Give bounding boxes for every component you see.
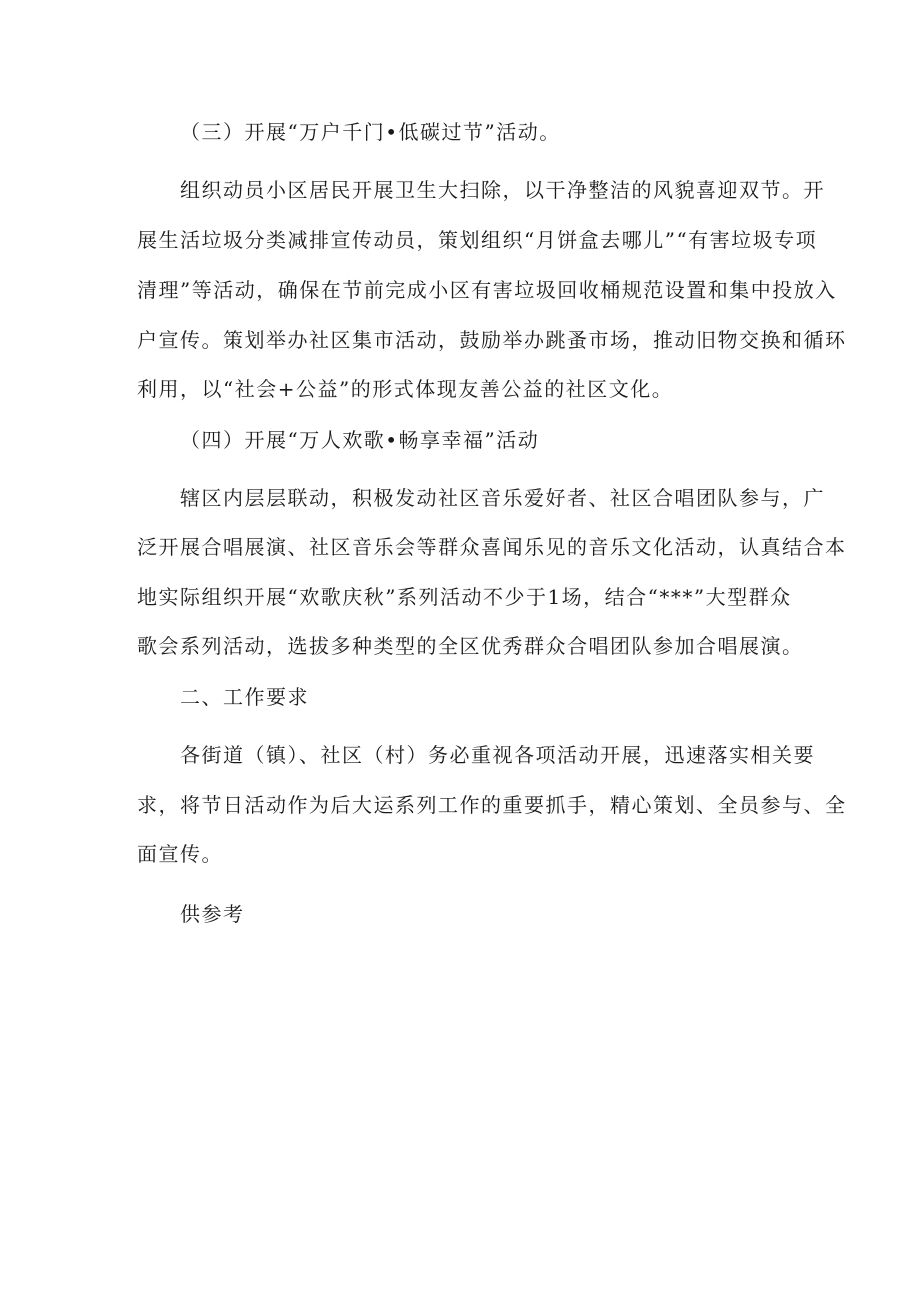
paragraph-line: 展生活垃圾分类减排宣传动员，策划组织“月饼盒去哪儿”“有害垃圾专项 — [137, 228, 818, 252]
paragraph-line: 地实际组织开展“欢歌庆秋”系列活动不少于1场，结合“***”大型群众 — [137, 585, 792, 609]
paragraph-line: 辖区内层层联动，积极发动社区音乐爱好者、社区合唱团队参与，广 — [180, 486, 825, 510]
paragraph-line: 利用，以“社会+公益”的形式体现友善公益的社区文化。 — [137, 377, 674, 401]
paragraph-line: 清理”等活动，确保在节前完成小区有害垃圾回收桶规范设置和集中投放入 — [137, 278, 837, 302]
paragraph-line: 组织动员小区居民开展卫生大扫除，以干净整洁的风貌喜迎双节。开 — [180, 178, 825, 202]
closing-note: 供参考 — [180, 902, 245, 926]
section-heading-3: （三）开展“万户千门•低碳过节”活动。 — [180, 120, 561, 144]
paragraph-line: 歌会系列活动，选拔多种类型的全区优秀群众合唱团队参加合唱展演。 — [137, 634, 804, 658]
paragraph-line: 户宣传。策划举办社区集市活动，鼓励举办跳蚤市场，推动旧物交换和循环 — [137, 328, 847, 352]
paragraph-line: 各街道（镇）、社区（村）务必重视各项活动开展，迅速落实相关要 — [180, 743, 815, 767]
paragraph-line: 求，将节日活动作为后大运系列工作的重要抓手，精心策划、全员参与、全 — [137, 793, 847, 817]
requirements-heading: 二、工作要求 — [180, 685, 309, 709]
paragraph-line: 面宣传。 — [137, 842, 223, 866]
paragraph-line: 泛开展合唱展演、社区音乐会等群众喜闻乐见的音乐文化活动，认真结合本 — [137, 535, 847, 559]
section-heading-4: （四）开展“万人欢歌•畅享幸福”活动 — [180, 428, 540, 452]
